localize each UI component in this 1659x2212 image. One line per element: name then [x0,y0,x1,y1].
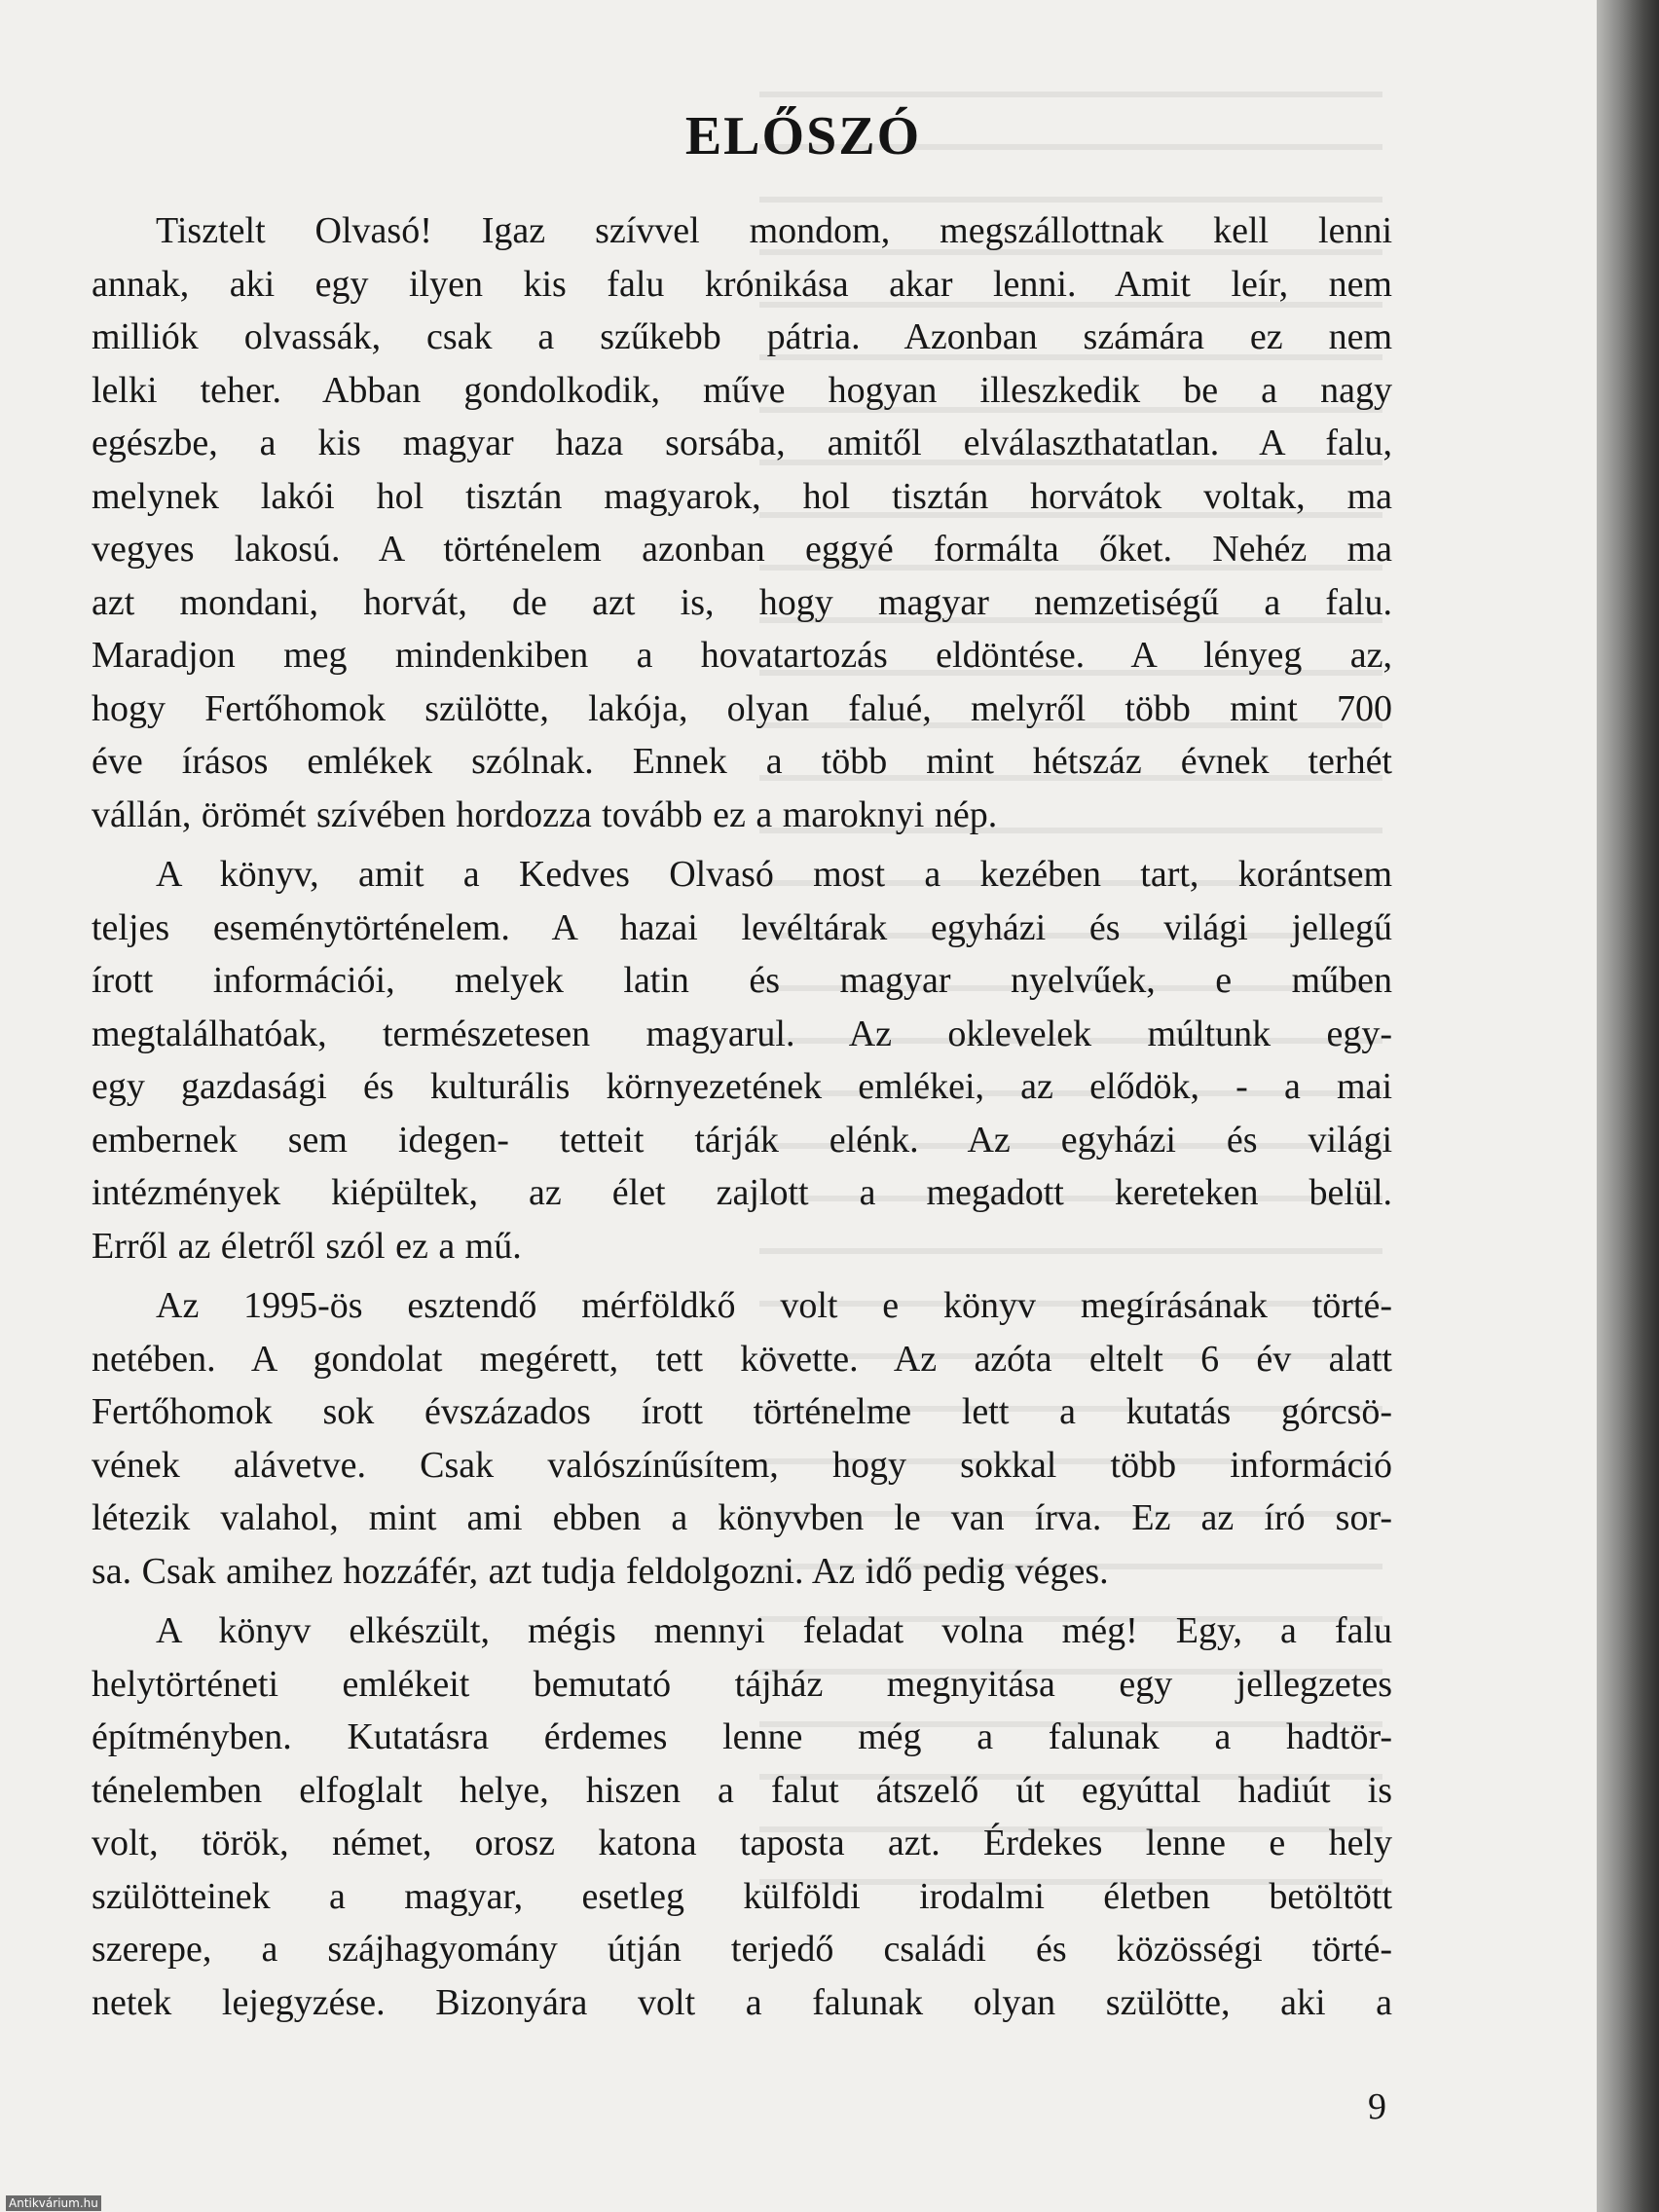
page-number: 9 [1368,2086,1386,2127]
text-line: vegyes lakosú. A történelem azonban eggyé formálta őket. Nehéz ma [92,529,1392,570]
text-line: teljes eseménytörténelem. A hazai levéltárak egyházi és világi jellegű [92,906,1392,948]
text-line: egy gazdasági és kulturális környezetének emlékei, az elődök, - a mai [92,1066,1392,1107]
text-line: éve írásos emlékek szólnak. Ennek a több mint hétszáz évnek terhét [92,741,1392,782]
text-line: lelki teher. Abban gondolkodik, műve hogyan illeszkedik be a nagy [92,369,1392,411]
text-line: melynek lakói hol tisztán magyarok, hol tisztán horvátok voltak, ma [92,475,1392,517]
text-line: Tisztelt Olvasó! Igaz szívvel mondom, megszállottnak kell lenni [156,210,1392,251]
text-line: Fertőhomok sok évszázados írott történelme lett a kutatás górcsö- [92,1391,1392,1432]
text-line: helytörténeti emlékeit bemutató tájház megnyitása egy jellegzetes [92,1663,1392,1705]
paragraph [92,1279,1392,1598]
text-line: hogy Fertőhomok szülötte, lakója, olyan falué, melyről több mint 700 [92,687,1392,729]
paragraph [92,204,1392,841]
body-text [92,204,1392,2036]
paragraph [92,848,1392,1272]
text-line: embernek sem idegen- tetteit tárják elénk. Az egyházi és világi [92,1119,1392,1161]
text-line: építményben. Kutatásra érdemes lenne még a falunak a hadtör- [92,1716,1392,1757]
text-line: vének alávetve. Csak valószínűsítem, hogy sokkal több információ [92,1444,1392,1486]
text-line: A könyv, amit a Kedves Olvasó most a kezében tart, korántsem [156,854,1392,895]
text-line: intézmények kiépültek, az élet zajlott a megadott kereteken belül. [92,1172,1392,1213]
text-line: milliók olvassák, csak a szűkebb pátria. Azonban számára ez nem [92,316,1392,357]
text-line: A könyv elkészült, mégis mennyi feladat volna még! Egy, a falu [156,1610,1392,1651]
text-line: írott információi, melyek latin és magyar nyelvűek, e műben [92,960,1392,1001]
text-line: Maradjon meg mindenkiben a hovatartozás eldöntése. A lényeg az, [92,635,1392,676]
text-line: létezik valahol, mint ami ebben a könyvben le van írva. Ez az író sor- [92,1497,1392,1538]
text-line: Az 1995-ös esztendő mérföldkő volt e könyv megírásának törté- [156,1285,1392,1326]
text-line: egészbe, a kis magyar haza sorsába, amitől elválaszthatatlan. A falu, [92,423,1392,463]
text-line: sa. Csak amihez hozzáfér, azt tudja feldolgozni. Az idő pedig véges. [92,1550,1109,1592]
text-line: szerepe, a szájhagyomány útján terjedő családi és közösségi törté- [92,1929,1392,1970]
paragraph [92,1604,1392,2029]
text-line: megtalálhatóak, természetesen magyarul. Az oklevelek múltunk egy- [92,1013,1392,1054]
text-line: azt mondani, horvát, de azt is, hogy magyar nemzetiségű a falu. [92,581,1392,623]
text-line: volt, török, német, orosz katona taposta azt. Érdekes lenne e hely [92,1823,1392,1863]
text-line: szülötteinek a magyar, esetleg külföldi irodalmi életben betöltött [92,1875,1392,1917]
text-line: vállán, örömét szívében hordozza tovább ez a maroknyi nép. [92,793,998,835]
text-line: annak, aki egy ilyen kis falu krónikása akar lenni. Amit leír, nem [92,263,1392,305]
text-line: ténelemben elfoglalt helye, hiszen a falut átszelő út egyúttal hadiút is [92,1769,1392,1811]
text-line: netek lejegyzése. Bizonyára volt a falunak olyan szülötte, aki a [92,1981,1392,2023]
page-title: ELŐSZÓ [684,106,922,166]
text-line: Erről az életről szól ez a mű. [92,1225,522,1267]
adjacent-page-edge [1597,0,1659,2212]
text-line: netében. A gondolat megérett, tett követte. Az azóta eltelt 6 év alatt [92,1338,1392,1380]
watermark: Antikvárium.hu [6,2195,101,2211]
